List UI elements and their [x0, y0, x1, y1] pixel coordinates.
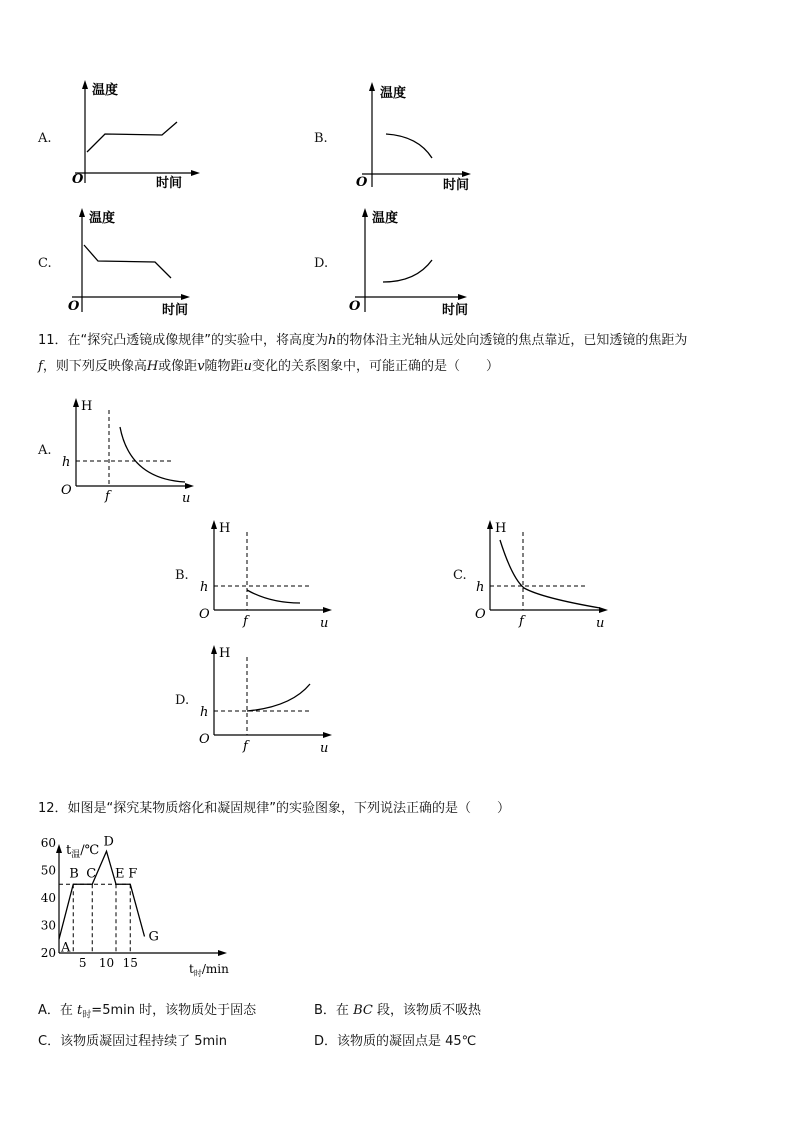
- x-axis-unit: /min: [201, 962, 229, 976]
- temp-graph-d: [346, 204, 486, 322]
- lens-graph-d: [196, 641, 346, 756]
- y-axis-label: H: [81, 399, 93, 414]
- origin-label: O: [61, 483, 72, 498]
- option-letter: B.: [175, 568, 189, 583]
- var-h: h: [328, 333, 337, 348]
- point-label-g: G: [148, 929, 159, 945]
- q12-question-text: 如图是“探究某物质熔化和凝固规律”的实验图象，下列说法正确的是（ ）: [67, 801, 511, 816]
- var-f: f: [38, 359, 43, 374]
- x-axis-t: t: [189, 962, 194, 976]
- question-number: 12．: [38, 801, 68, 816]
- point-label-d: D: [103, 834, 114, 850]
- melting-chart: [36, 832, 246, 980]
- x-axis-label: u: [596, 616, 605, 631]
- x-axis-label: [189, 962, 229, 978]
- origin-label: O: [349, 299, 361, 314]
- h-label: h: [62, 455, 71, 470]
- curve-b: [386, 134, 432, 158]
- f-label: f: [105, 489, 110, 504]
- origin-label: O: [356, 175, 368, 190]
- curve-d: [383, 260, 432, 282]
- h-label: h: [200, 580, 209, 595]
- y-axis-label: H: [219, 521, 231, 536]
- answer-b: [314, 999, 481, 1018]
- point-label-a: A: [61, 940, 71, 956]
- point-label-c: C: [86, 866, 97, 882]
- y-axis-label: 温度: [380, 86, 407, 101]
- q11-text-part: 变化的关系图象中，可能正确的是（ ）: [251, 359, 499, 374]
- var-t: t: [77, 1003, 83, 1018]
- origin-label: O: [68, 299, 80, 314]
- answer-d: D．该物质的凝固点是 45℃: [314, 1034, 477, 1049]
- sub-shi: 时: [82, 1010, 92, 1021]
- option-letter: C.: [453, 568, 467, 583]
- x-axis-label: 时间: [156, 176, 183, 191]
- h-label: h: [200, 705, 209, 720]
- f-label: f: [519, 614, 524, 629]
- h-label: h: [476, 580, 485, 595]
- y-axis-label: [66, 843, 99, 860]
- var-H: H: [146, 359, 159, 374]
- origin-label: O: [72, 172, 84, 187]
- y-axis-label: 温度: [92, 83, 119, 98]
- answer-c: C．该物质凝固过程持续了 5min: [38, 1034, 227, 1049]
- lens-graph-c: [472, 516, 622, 631]
- x-tick-label: 5: [78, 956, 87, 970]
- curve-c: [500, 540, 600, 608]
- option-letter: A.: [38, 131, 52, 146]
- y-tick-label: 30: [40, 918, 56, 933]
- q11-text-part: 或像距: [158, 359, 198, 374]
- q11-text: [38, 328, 758, 380]
- x-axis-label: u: [182, 491, 191, 504]
- y-tick-label: 40: [40, 891, 56, 905]
- y-tick-label: 50: [40, 863, 56, 878]
- answer-b-text: B．在: [314, 1003, 349, 1018]
- q11-text-part: 的物体沿主光轴从远处向透镜的焦点靠近，已知透镜的焦距为: [336, 333, 688, 348]
- option-letter: C.: [38, 256, 52, 271]
- curve-d: [247, 684, 310, 711]
- point-label-e: E: [115, 866, 125, 882]
- option-letter: B.: [314, 131, 328, 146]
- lens-graph-b: [196, 516, 346, 631]
- var-bc: BC: [353, 1003, 373, 1018]
- q12-text: [38, 796, 758, 822]
- curve-a: [120, 427, 185, 482]
- y-axis-sub: 温: [71, 850, 81, 860]
- x-axis-label: 时间: [162, 303, 189, 318]
- origin-label: O: [199, 732, 210, 747]
- y-axis-label: H: [219, 646, 231, 661]
- q11-line-2: [38, 354, 758, 380]
- y-axis-label: H: [495, 521, 507, 536]
- x-tick-label: 15: [122, 956, 138, 970]
- x-axis-sub: 时: [193, 969, 202, 978]
- lens-graph-a: [58, 394, 198, 504]
- origin-label: O: [475, 607, 486, 622]
- answer-b-text: 段，该物质不吸热: [376, 1003, 481, 1018]
- f-label: f: [243, 739, 248, 754]
- y-tick-label: 20: [40, 946, 56, 960]
- q11-text-part: ，则下列反映像高: [42, 359, 147, 374]
- temp-graph-a: [60, 78, 200, 196]
- var-u: u: [243, 359, 252, 374]
- temp-graph-b: [346, 80, 486, 198]
- curve-a: [87, 122, 177, 152]
- y-tick-label: 60: [40, 836, 56, 850]
- point-label-b: B: [69, 866, 79, 882]
- curve-c: [84, 245, 171, 278]
- y-axis-label: 温度: [89, 211, 116, 226]
- point-label-f: F: [128, 866, 138, 882]
- q11-text-part: 在“探究凸透镜成像规律”的实验中，将高度为: [67, 333, 329, 348]
- answer-a-text: A．在: [38, 1003, 73, 1018]
- temperature-series-line: [59, 851, 145, 939]
- y-axis-unit: /℃: [80, 843, 100, 858]
- var-v: v: [197, 359, 205, 374]
- x-axis-label: 时间: [443, 178, 470, 193]
- origin-label: O: [199, 607, 210, 622]
- option-letter: A.: [38, 443, 52, 458]
- option-letter: D.: [314, 256, 329, 271]
- answer-a: [38, 999, 256, 1021]
- x-axis-label: 时间: [442, 303, 469, 318]
- option-letter: D.: [175, 693, 190, 708]
- x-tick-label: 10: [98, 956, 115, 970]
- y-axis-label: 温度: [372, 211, 399, 226]
- curve-b: [247, 590, 300, 603]
- q11-text-part: 随物距: [204, 359, 244, 374]
- x-axis-label: u: [320, 741, 329, 756]
- q11-line-1: [38, 328, 758, 354]
- temp-graph-c: [60, 204, 200, 322]
- question-number: 11．: [38, 333, 68, 348]
- f-label: f: [243, 614, 248, 629]
- y-axis-t: t: [66, 843, 72, 858]
- x-axis-label: u: [320, 616, 329, 631]
- answer-a-text: =5min 时，该物质处于固态: [91, 1003, 257, 1018]
